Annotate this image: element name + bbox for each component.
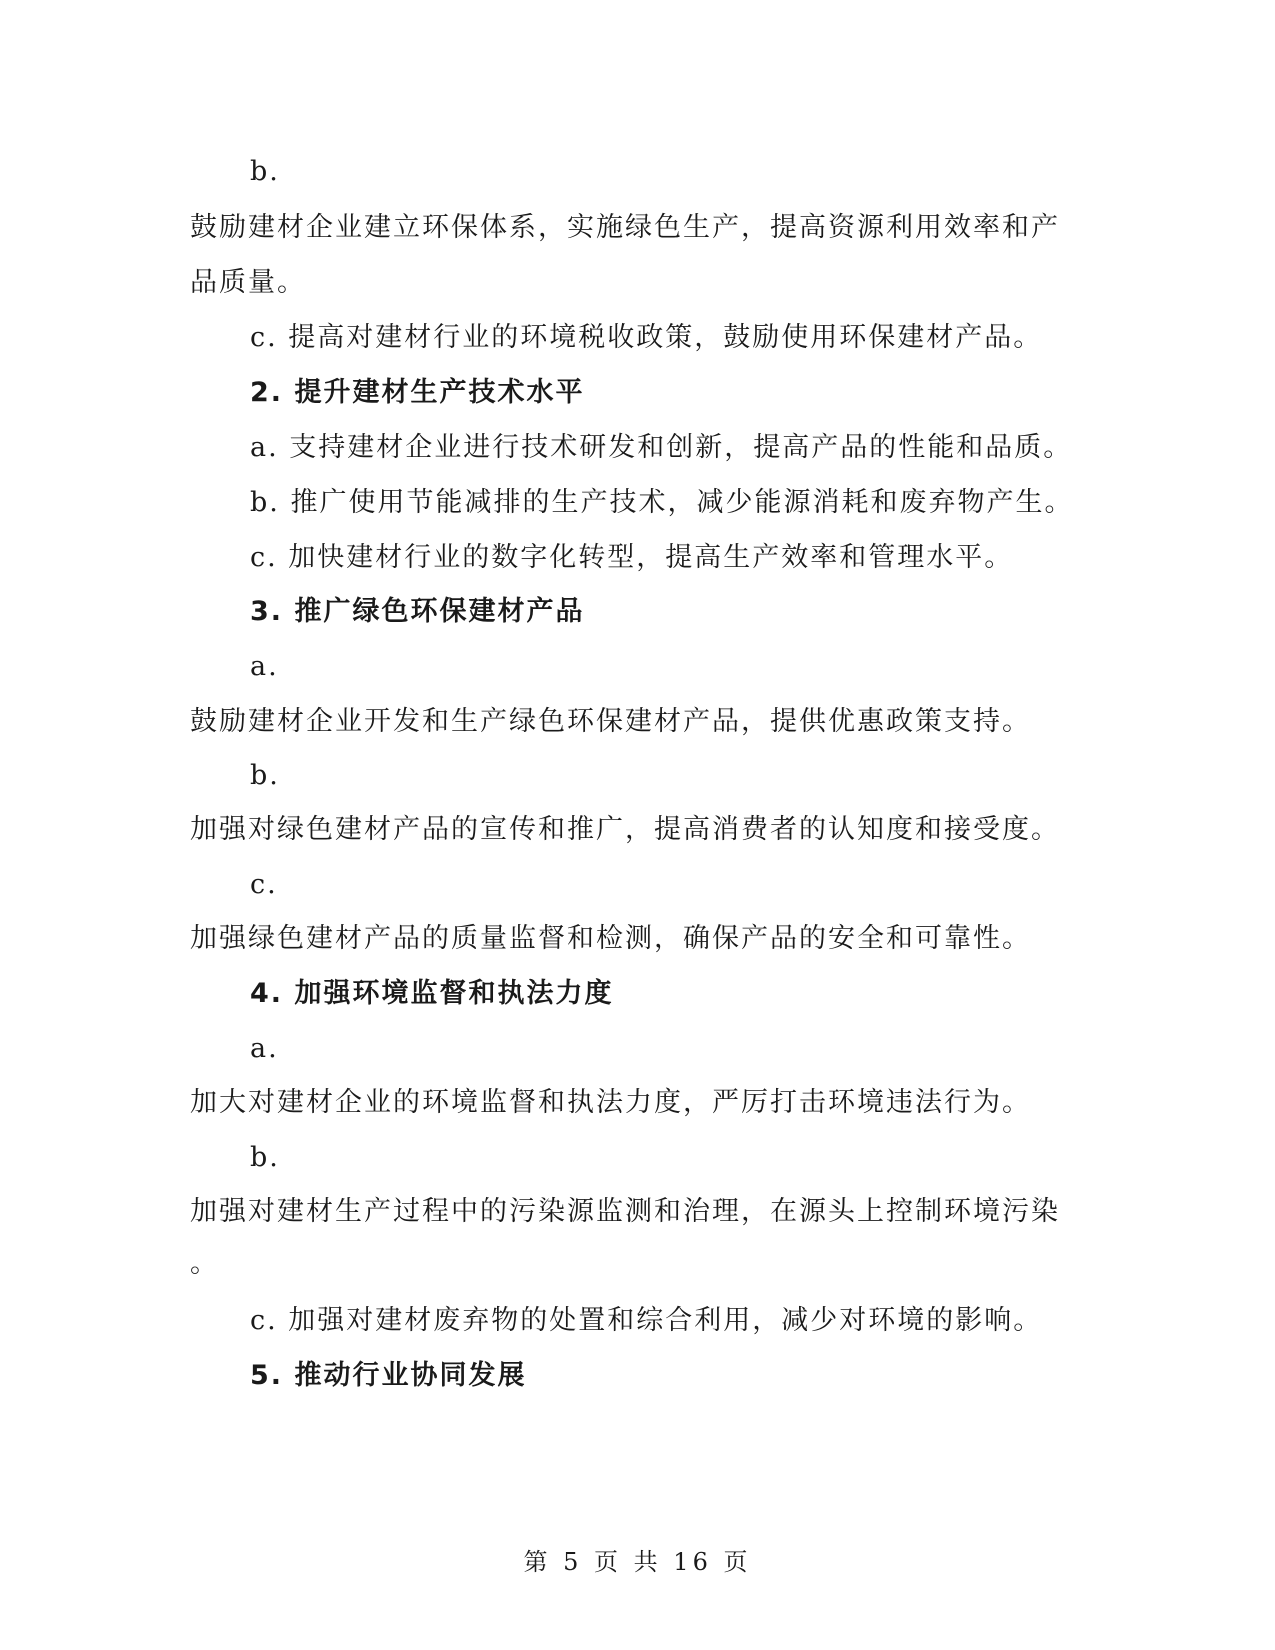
list-item: a. 支持建材企业进行技术研发和创新，提高产品的性能和品质。 xyxy=(250,432,1073,463)
list-item: b. 推广使用节能减排的生产技术，减少能源消耗和废弃物产生。 xyxy=(250,487,1074,518)
paragraph-line: 加强对建材生产过程中的污染源监测和治理，在源头上控制环境污染 xyxy=(190,1196,1060,1227)
list-item: c. 加强对建材废弃物的处置和综合利用，减少对环境的影响。 xyxy=(250,1305,1043,1336)
list-marker: b. xyxy=(250,1142,280,1173)
section-heading: 3. 推广绿色环保建材产品 xyxy=(250,596,585,627)
page-footer: 第 5 页 共 16 页 xyxy=(523,1548,752,1576)
paragraph-line: 鼓励建材企业开发和生产绿色环保建材产品，提供优惠政策支持。 xyxy=(190,706,1031,737)
paragraph-line: 加大对建材企业的环境监督和执法力度，严厉打击环境违法行为。 xyxy=(190,1087,1031,1118)
section-heading: 5. 推动行业协同发展 xyxy=(250,1360,527,1391)
list-marker: a. xyxy=(250,1033,279,1064)
list-item: c. 加快建材行业的数字化转型，提高生产效率和管理水平。 xyxy=(250,542,1014,573)
section-heading: 2. 提升建材生产技术水平 xyxy=(250,377,585,408)
list-marker: b. xyxy=(250,760,280,791)
paragraph-line: 鼓励建材企业建立环保体系，实施绿色生产，提高资源利用效率和产 xyxy=(190,212,1060,243)
section-heading: 4. 加强环境监督和执法力度 xyxy=(250,978,614,1009)
list-item: c. 提高对建材行业的环境税收政策，鼓励使用环保建材产品。 xyxy=(250,322,1043,353)
list-marker: a. xyxy=(250,651,279,682)
list-marker: b. xyxy=(250,156,280,187)
list-marker: c. xyxy=(250,869,278,900)
paragraph-line: 。 xyxy=(190,1248,219,1279)
paragraph-line: 加强绿色建材产品的质量监督和检测，确保产品的安全和可靠性。 xyxy=(190,923,1031,954)
paragraph-line: 加强对绿色建材产品的宣传和推广，提高消费者的认知度和接受度。 xyxy=(190,814,1060,845)
paragraph-line: 品质量。 xyxy=(190,267,306,298)
